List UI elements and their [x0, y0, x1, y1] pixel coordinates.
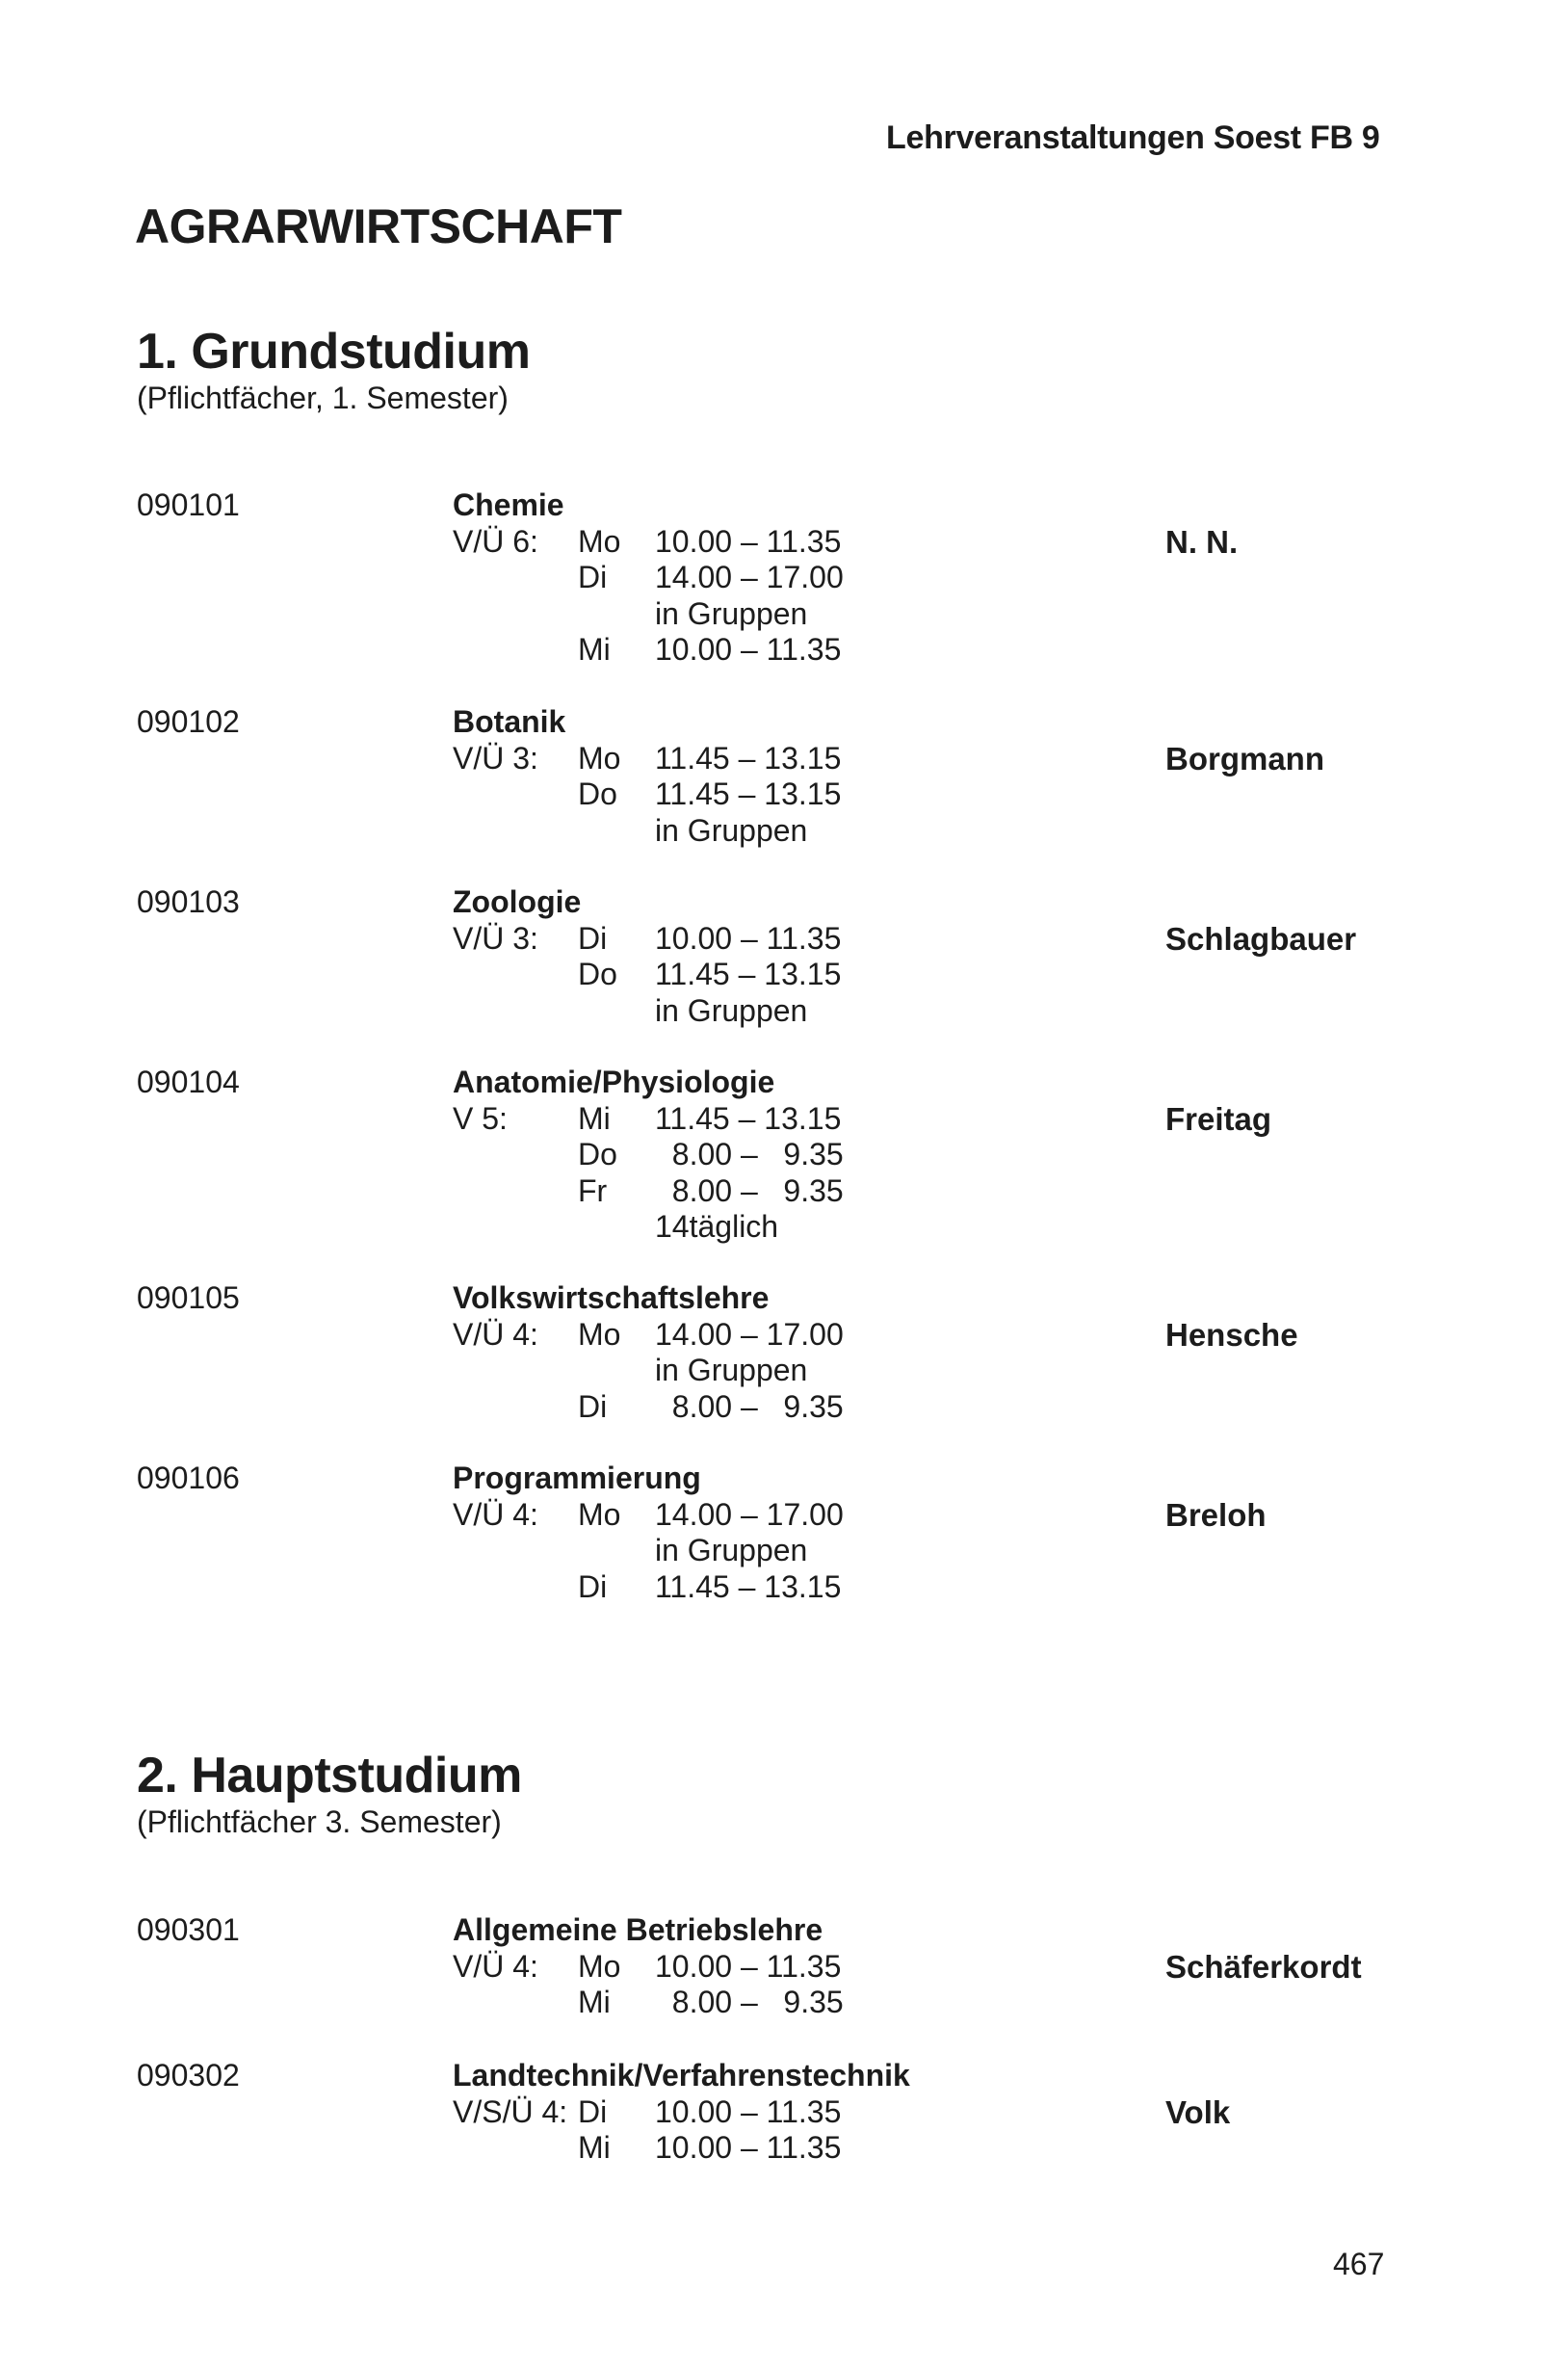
course-code: 090301: [137, 1912, 240, 1947]
schedule-lines: [453, 1948, 844, 2021]
weekday: Do: [578, 1137, 617, 1171]
course-title: Volkswirtschaftslehre: [453, 1280, 770, 1315]
time-range: 14.00 – 17.00: [655, 1496, 844, 1532]
course-details: [453, 487, 844, 669]
schedule-lines: [453, 523, 844, 669]
weekday: Mi: [578, 1985, 611, 2019]
schedule-line: [453, 560, 844, 596]
weekday: Di: [578, 920, 608, 956]
time-range: 8.00 – 9.35: [655, 1985, 844, 2019]
schedule-lines: [453, 2094, 910, 2167]
course-code: 090103: [137, 884, 240, 919]
time-range: 11.45 – 13.15: [655, 1568, 842, 1604]
course-code: 090102: [137, 704, 240, 739]
schedule-line: [453, 1137, 844, 1173]
section-title: 2. Hauptstudium: [137, 1748, 522, 1803]
schedule-note: in Gruppen: [655, 812, 808, 848]
schedule-line: [453, 920, 842, 958]
weekday: Di: [578, 1388, 608, 1424]
lecturer-name: Freitag: [1165, 1101, 1272, 1137]
lecturer-name: N. N.: [1165, 524, 1239, 560]
running-header: Lehrveranstaltungen Soest FB 9: [886, 119, 1380, 156]
schedule-lines: [453, 1496, 844, 1606]
time-range: 11.45 – 13.15: [655, 957, 842, 991]
lecturer-name: Schäferkordt: [1165, 1949, 1362, 1985]
schedule-line: [453, 523, 842, 561]
weekday: Mo: [578, 1948, 621, 1984]
schedule-line: [453, 1948, 842, 1986]
course-title: Zoologie: [453, 884, 582, 919]
section-heading-hauptstudium: [137, 1748, 522, 1840]
course-title: Programmierung: [453, 1461, 701, 1495]
time-range: 10.00 – 11.35: [655, 2130, 842, 2165]
course-type-hours: V/S/Ü 4:: [453, 2093, 568, 2129]
course-title: Landtechnik/Verfahrenstechnik: [453, 2058, 910, 2093]
time-range: 11.45 – 13.15: [655, 1100, 842, 1136]
weekday: Mo: [578, 740, 621, 776]
weekday: Di: [578, 560, 608, 594]
time-range: 8.00 – 9.35: [655, 1172, 844, 1208]
schedule-note: in Gruppen: [655, 1353, 808, 1387]
schedule-lines: [453, 740, 842, 850]
time-range: 14.00 – 17.00: [655, 1316, 844, 1352]
course-code: 090106: [137, 1461, 240, 1495]
time-range: 10.00 – 11.35: [655, 632, 842, 667]
schedule-note: in Gruppen: [655, 992, 808, 1028]
time-range: 11.45 – 13.15: [655, 740, 842, 776]
course-type-hours: V/Ü 4:: [453, 1316, 538, 1352]
course-details: [453, 704, 842, 849]
course-details: [453, 1912, 844, 2021]
lecturer-name: Schlagbauer: [1165, 921, 1357, 957]
course-code: 090104: [137, 1065, 240, 1099]
time-range: 10.00 – 11.35: [655, 2093, 842, 2129]
weekday: Do: [578, 957, 617, 991]
course-type-hours: V/Ü 4:: [453, 1496, 538, 1532]
schedule-lines: [453, 1100, 844, 1246]
main-title: AGRARWIRTSCHAFT: [135, 199, 622, 253]
time-range: 8.00 – 9.35: [655, 1137, 844, 1171]
lecturer-name: Breloh: [1165, 1497, 1267, 1533]
schedule-line: [453, 1568, 842, 1606]
page-number: 467: [1333, 2247, 1385, 2281]
weekday: Do: [578, 777, 617, 811]
course-type-hours: V/Ü 6:: [453, 523, 538, 559]
course-type-hours: V/Ü 3:: [453, 920, 538, 956]
lecturer-name: Hensche: [1165, 1317, 1298, 1353]
course-title: Anatomie/Physiologie: [453, 1065, 775, 1099]
schedule-line: [453, 595, 808, 633]
course-details: [453, 1461, 844, 1605]
course-details: [453, 2058, 910, 2167]
weekday: Mi: [578, 632, 611, 667]
schedule-line: [453, 1353, 808, 1389]
course-title: Chemie: [453, 487, 564, 522]
schedule-line: [453, 812, 808, 850]
weekday: Mi: [578, 1100, 611, 1136]
course-type-hours: V/Ü 4:: [453, 1948, 538, 1984]
schedule-line: [453, 632, 842, 669]
schedule-line: [453, 740, 842, 777]
time-range: 10.00 – 11.35: [655, 920, 842, 956]
weekday: Di: [578, 2093, 608, 2129]
lecturer-name: Borgmann: [1165, 741, 1324, 777]
schedule-line: [453, 1172, 844, 1210]
schedule-line: [453, 1100, 842, 1138]
schedule-line: [453, 957, 842, 993]
course-code: 090105: [137, 1280, 240, 1315]
course-type-hours: V 5:: [453, 1100, 508, 1136]
schedule-line: [453, 1985, 844, 2021]
schedule-line: [453, 1209, 779, 1246]
section-heading-grundstudium: [137, 324, 531, 416]
time-range: 8.00 – 9.35: [655, 1388, 844, 1424]
schedule-line: [453, 992, 808, 1030]
weekday: Mo: [578, 1496, 621, 1532]
schedule-note: 14täglich: [655, 1209, 779, 1244]
course-details: [453, 884, 842, 1029]
weekday: Di: [578, 1568, 608, 1604]
course-details: [453, 1065, 844, 1246]
schedule-lines: [453, 920, 842, 1030]
course-type-hours: V/Ü 3:: [453, 740, 538, 776]
schedule-line: [453, 777, 842, 813]
schedule-line: [453, 1533, 808, 1569]
schedule-line: [453, 1388, 844, 1426]
course-code: 090101: [137, 487, 240, 522]
weekday: Fr: [578, 1172, 608, 1208]
schedule-lines: [453, 1316, 844, 1426]
schedule-line: [453, 2130, 910, 2167]
schedule-line: [453, 1316, 844, 1354]
weekday: Mo: [578, 523, 621, 559]
time-range: 10.00 – 11.35: [655, 1948, 842, 1984]
section-subtitle: (Pflichtfächer 3. Semester): [137, 1804, 502, 1839]
schedule-line: [453, 1496, 844, 1534]
schedule-note: in Gruppen: [655, 595, 808, 631]
section-subtitle: (Pflichtfächer, 1. Semester): [137, 381, 509, 415]
course-details: [453, 1280, 844, 1425]
lecturer-name: Volk: [1165, 2094, 1231, 2130]
course-code: 090302: [137, 2058, 240, 2093]
schedule-line: [453, 2094, 910, 2131]
course-title: Allgemeine Betriebslehre: [453, 1912, 823, 1947]
course-title: Botanik: [453, 704, 566, 739]
section-title: 1. Grundstudium: [137, 324, 531, 380]
time-range: 10.00 – 11.35: [655, 523, 842, 559]
weekday: Mo: [578, 1316, 621, 1352]
time-range: 14.00 – 17.00: [655, 560, 844, 594]
time-range: 11.45 – 13.15: [655, 777, 842, 811]
weekday: Mi: [578, 2130, 611, 2165]
schedule-note: in Gruppen: [655, 1533, 808, 1567]
